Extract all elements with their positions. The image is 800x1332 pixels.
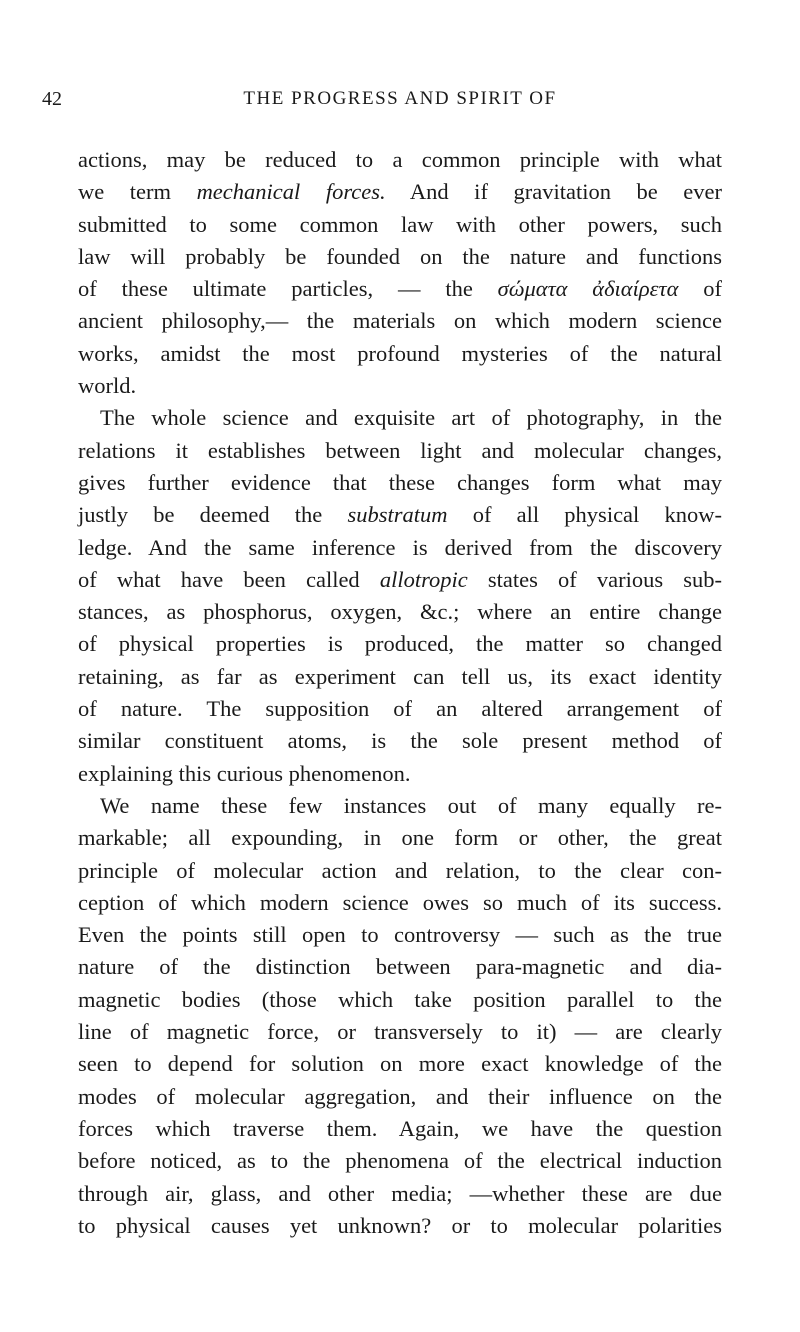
text-segment: retaining, as far as experiment can tell us, its exact identity xyxy=(78,663,722,689)
text-segment: magnetic bodies (those which take position parallel to the xyxy=(78,986,722,1012)
text-line xyxy=(78,1145,722,1177)
text-segment: of nature. The supposition of an altered arrangement of xyxy=(78,696,722,722)
text-line xyxy=(78,887,722,919)
text-line xyxy=(78,1016,722,1048)
text-segment: of these ultimate particles, — the xyxy=(78,276,498,302)
text-line xyxy=(78,1048,722,1080)
text-line xyxy=(78,758,722,790)
text-segment: ledge. And the same inference is derived from the discovery xyxy=(78,534,722,560)
text-line xyxy=(78,1210,722,1242)
text-line xyxy=(78,499,722,531)
text-segment: similar constituent atoms, is the sole present method of xyxy=(78,728,722,754)
text-line xyxy=(78,984,722,1016)
text-segment: law will probably be founded on the nature and functions xyxy=(78,243,722,269)
text-line xyxy=(78,209,722,241)
text-segment: justly be deemed the xyxy=(78,502,348,528)
running-title: THE PROGRESS AND SPIRIT OF xyxy=(243,88,557,109)
text-segment: Even the points still open to controversy — such as the true xyxy=(78,922,722,948)
text-segment: nature of the distinction between para-magnetic and dia- xyxy=(78,954,722,980)
text-line xyxy=(78,790,722,822)
text-segment: of xyxy=(678,276,723,302)
text-segment: to physical causes yet unknown? or to molecular polarities xyxy=(78,1212,722,1238)
text-line xyxy=(78,596,722,628)
text-line xyxy=(78,822,722,854)
body-text xyxy=(78,144,722,1242)
text-segment: stances, as phosphorus, oxygen, &c.; where an entire change xyxy=(78,599,722,625)
text-line xyxy=(78,241,722,273)
text-line xyxy=(78,532,722,564)
text-line xyxy=(78,1178,722,1210)
text-line xyxy=(78,725,722,757)
text-line xyxy=(78,1113,722,1145)
text-segment: before noticed, as to the phenomena of the electrical induction xyxy=(78,1148,722,1174)
text-line xyxy=(78,1081,722,1113)
text-segment: we term xyxy=(78,179,197,205)
text-segment: seen to depend for solution on more exact knowledge of the xyxy=(78,1051,722,1077)
text-segment: submitted to some common law with other powers, such xyxy=(78,211,722,237)
text-segment: states of various sub- xyxy=(467,566,723,592)
text-line xyxy=(78,855,722,887)
italic-text: mechanical forces. xyxy=(196,179,386,205)
text-segment: And if gravitation be ever xyxy=(385,179,722,205)
text-line xyxy=(78,951,722,983)
italic-text: σώματα ἀδιαίρετα xyxy=(497,276,679,302)
text-segment: relations it establishes between light and molecular changes, xyxy=(78,437,722,463)
text-line xyxy=(78,402,722,434)
text-segment: principle of molecular action and relation, to the clear con- xyxy=(78,857,722,883)
text-line xyxy=(78,144,722,176)
text-line xyxy=(78,370,722,402)
text-segment: The whole science and exquisite art of photography, in the xyxy=(100,405,722,431)
text-segment: works, amidst the most profound mysteries of the natural xyxy=(78,340,722,366)
text-line xyxy=(78,693,722,725)
text-segment: world. xyxy=(78,373,137,399)
text-line xyxy=(78,435,722,467)
text-segment: of what have been called xyxy=(78,566,380,592)
text-segment: of all physical know- xyxy=(447,502,722,528)
text-line xyxy=(78,176,722,208)
page-number: 42 xyxy=(42,88,62,110)
italic-text: allotropic xyxy=(379,566,468,592)
text-line xyxy=(78,467,722,499)
text-segment: line of magnetic force, or transversely to it) — are clearly xyxy=(78,1019,722,1045)
text-line xyxy=(78,564,722,596)
text-segment: markable; all expounding, in one form or other, the great xyxy=(78,825,722,851)
text-line xyxy=(78,305,722,337)
italic-text: substratum xyxy=(347,502,448,528)
text-segment: We name these few instances out of many equally re- xyxy=(100,792,722,818)
text-segment: ception of which modern science owes so much of its success. xyxy=(78,889,722,915)
text-line xyxy=(78,273,722,305)
text-segment: explaining this curious phenomenon. xyxy=(78,760,411,786)
text-segment: forces which traverse them. Again, we have the question xyxy=(78,1115,722,1141)
text-segment: modes of molecular aggregation, and their influence on the xyxy=(78,1083,722,1109)
text-segment: of physical properties is produced, the matter so changed xyxy=(78,631,722,657)
text-line xyxy=(78,628,722,660)
text-segment: actions, may be reduced to a common principle with what xyxy=(78,147,722,172)
text-line xyxy=(78,338,722,370)
text-line xyxy=(78,919,722,951)
text-segment: through air, glass, and other media; —whether these are due xyxy=(78,1180,722,1206)
text-segment: ancient philosophy,— the materials on which modern science xyxy=(78,308,722,334)
text-line xyxy=(78,661,722,693)
text-segment: gives further evidence that these changes form what may xyxy=(78,469,722,495)
